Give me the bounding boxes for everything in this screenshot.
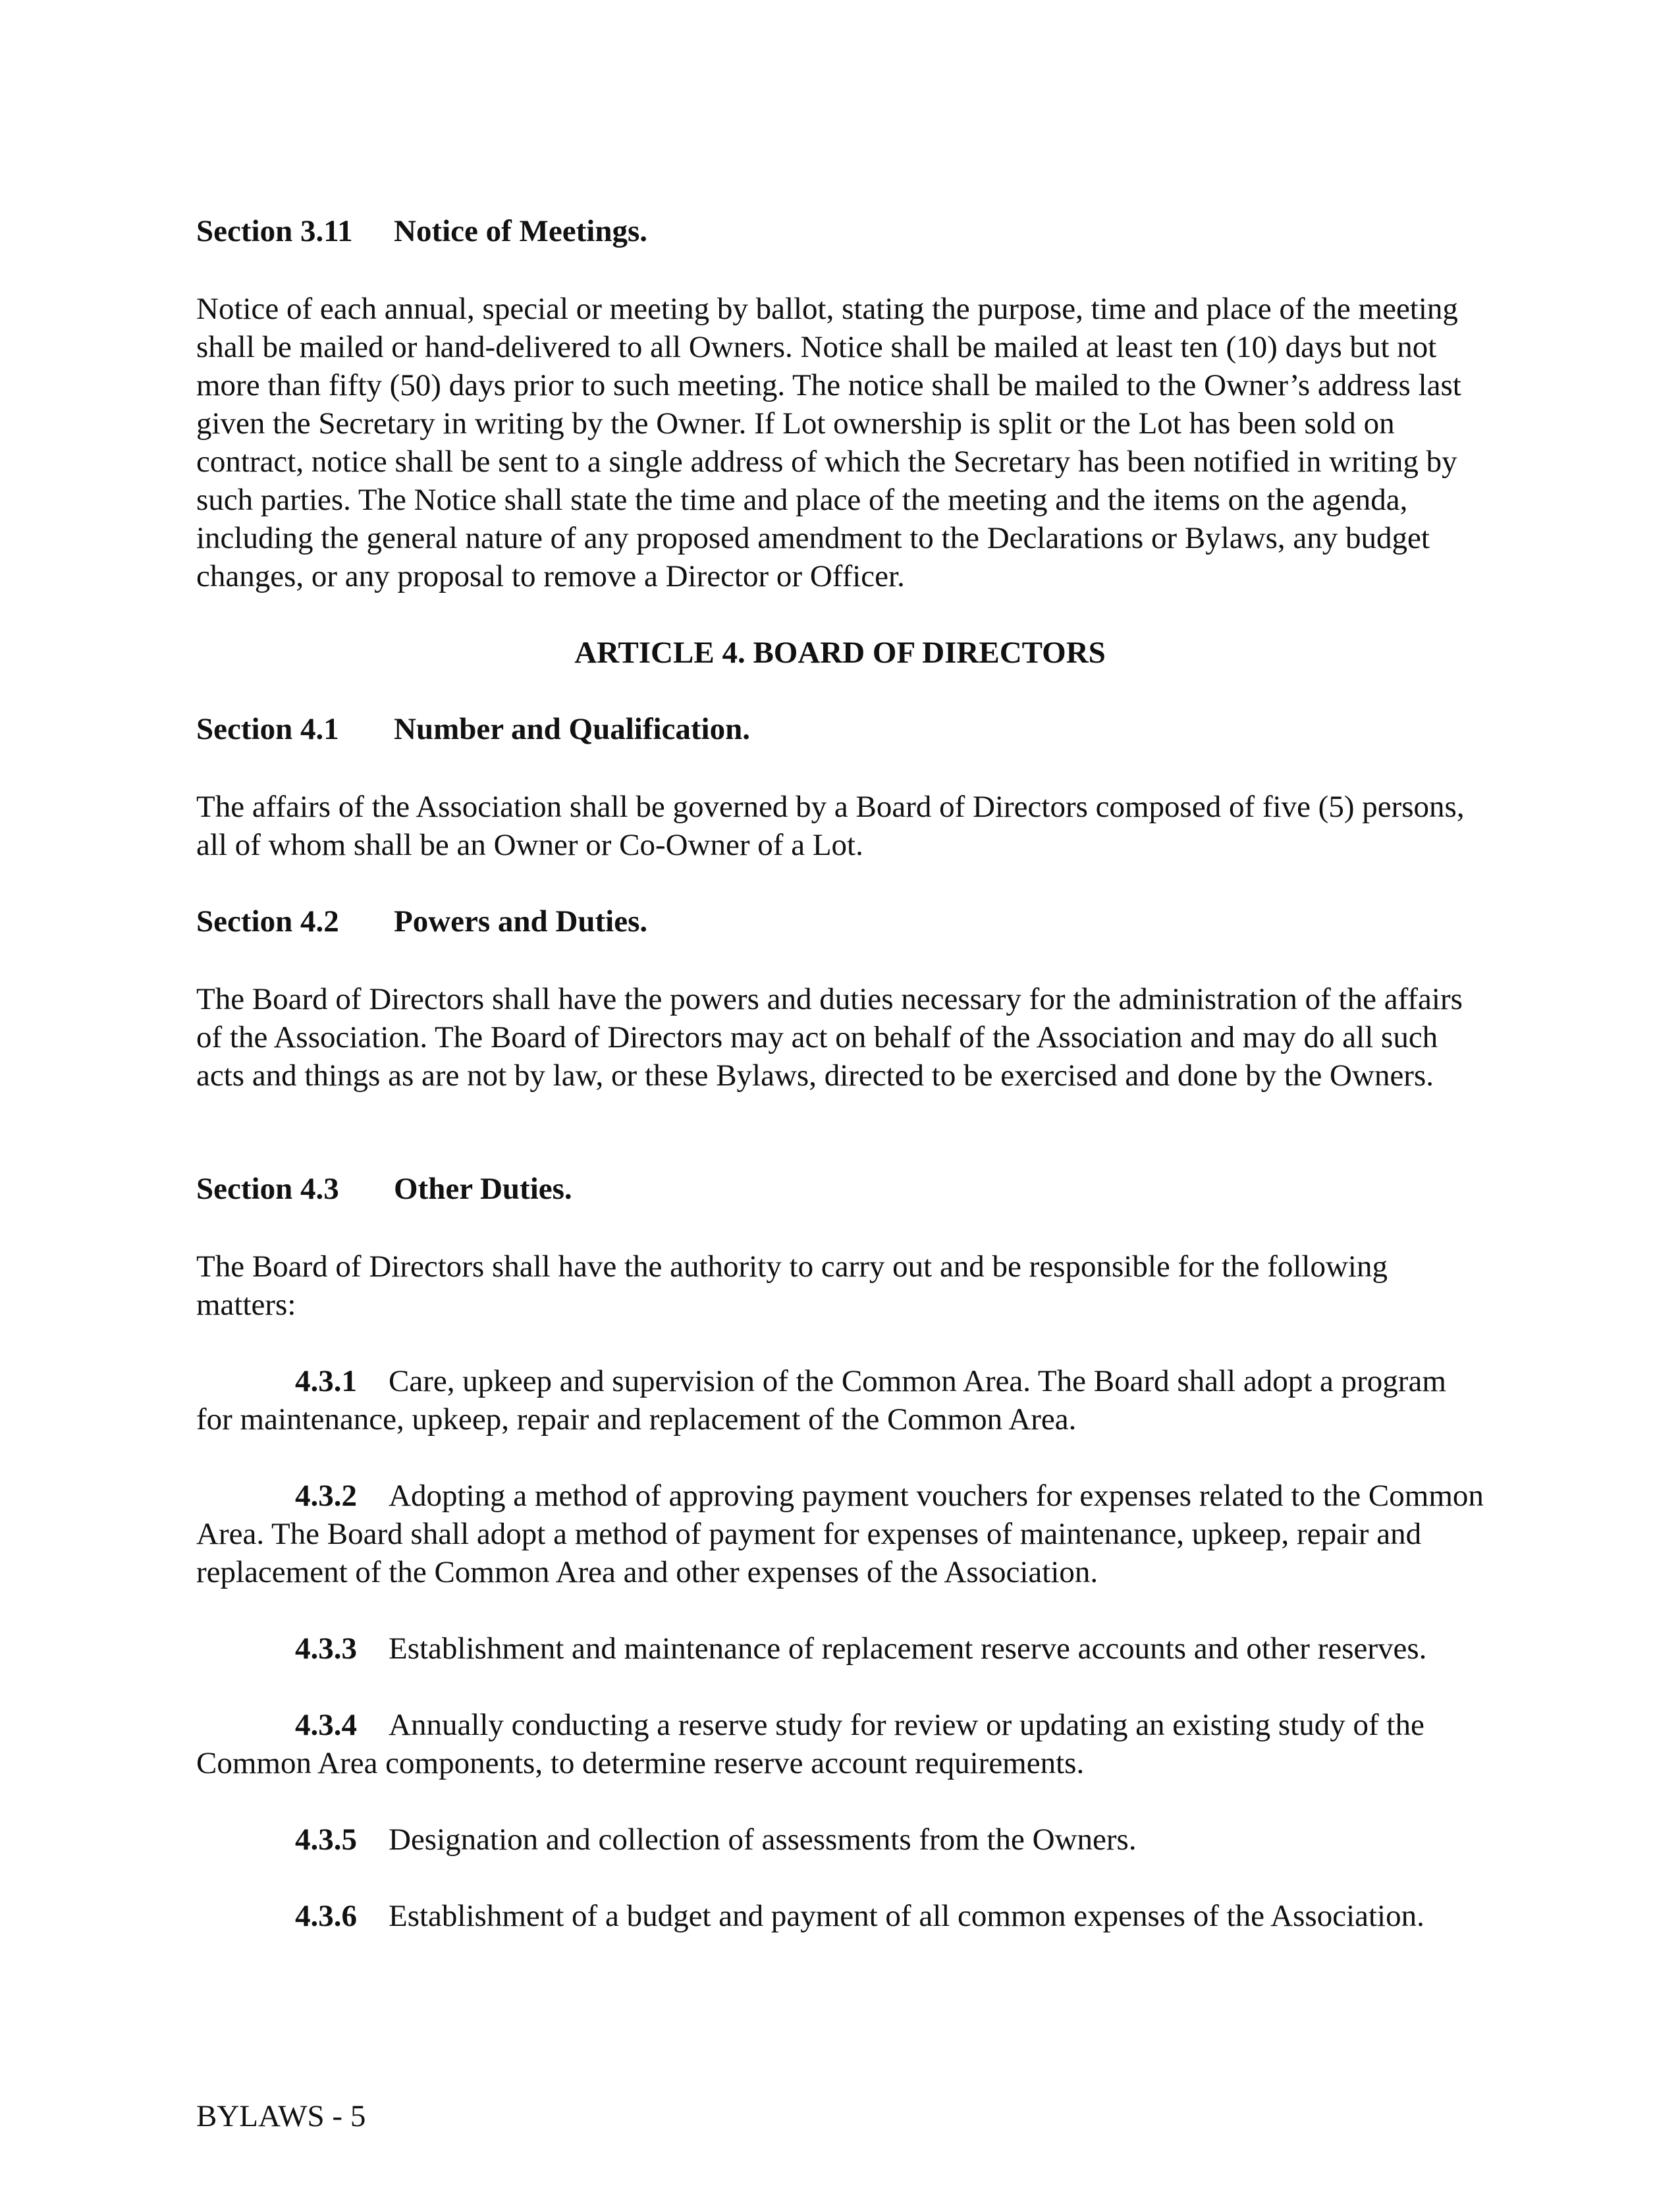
item-number: 4.3.2 [295,1479,357,1513]
item-text: Establishment of a budget and payment of all common expenses of the Association. [389,1899,1424,1933]
section-4-1-heading [196,710,1487,748]
section-4-3-heading [196,1170,1487,1208]
item-number: 4.3.6 [295,1899,357,1933]
item-number: 4.3.4 [295,1708,357,1742]
item-number: 4.3.5 [295,1822,357,1857]
section-4-2-body: The Board of Directors shall have the powers and duties necessary for the administration of the affairs of the Association. The Board of Directors may act on behalf of the Association and may do all such acts and things as are not by law, or these Bylaws, directed to be exercised and done by the Owners. [196,982,1463,1093]
item-4-3-6 [196,1897,1487,1935]
item-4-3-3 [196,1629,1487,1668]
item-text: Adopting a method of approving payment vouchers for expenses related to the Common Area. The Board shall adopt a method of payment for expenses of maintenance, upkeep, repair and replacement of the Common Area and other expenses of the Association. [196,1479,1484,1589]
item-text: Care, upkeep and supervision of the Common Area. The Board shall adopt a program for maintenance, upkeep, repair and replacement of the Common Area. [196,1364,1446,1437]
section-3-11-body: Notice of each annual, special or meeting by ballot, stating the purpose, time and place of the meeting shall be mailed or hand-delivered to all Owners. Notice shall be mailed at least ten (10) days but not more than fifty (50) days prior to such meeting. The notice shall be mailed to the Owner’s address last given the Secretary in writing by the Owner. If Lot ownership is split or the Lot has been sold on contract, notice shall be sent to a single address of which the Secretary has been notified in writing by such parties. The Notice shall state the time and place of the meeting and the items on the agenda, including the general nature of any proposed amendment to the Declarations or Bylaws, any budget changes, or any proposal to remove a Director or Officer. [196,292,1461,593]
item-number: 4.3.1 [295,1364,357,1398]
item-number: 4.3.3 [295,1631,357,1666]
item-text: Establishment and maintenance of replacement reserve accounts and other reserves. [389,1631,1427,1666]
item-4-3-1 [196,1362,1487,1438]
section-number: Section 3.11 [196,214,353,248]
section-4-1-body: The affairs of the Association shall be governed by a Board of Directors composed of five (5) persons, all of whom shall be an Owner or Co-Owner of a Lot. [196,790,1465,862]
section-number: Section 4.3 [196,1172,339,1206]
section-title: Number and Qualification. [394,712,751,746]
section-4-2-heading [196,902,1487,941]
item-text: Annually conducting a reserve study for review or updating an existing study of the Common Area components, to determine reserve account requirements. [196,1708,1424,1780]
article-4-title: ARTICLE 4. BOARD OF DIRECTORS [574,636,1106,670]
section-number: Section 4.1 [196,712,339,746]
page-footer: BYLAWS - 5 [196,2099,366,2133]
section-title: Other Duties. [394,1172,572,1206]
section-title: Powers and Duties. [394,904,648,939]
section-3-11-heading [196,212,1487,250]
section-4-3-body: The Board of Directors shall have the authority to carry out and be responsible for the following matters: [196,1249,1388,1322]
item-4-3-2 [196,1477,1487,1591]
section-number: Section 4.2 [196,904,339,939]
item-text: Designation and collection of assessments from the Owners. [389,1822,1137,1857]
section-title: Notice of Meetings. [394,214,647,248]
item-4-3-5 [196,1820,1487,1859]
item-4-3-4 [196,1706,1487,1782]
